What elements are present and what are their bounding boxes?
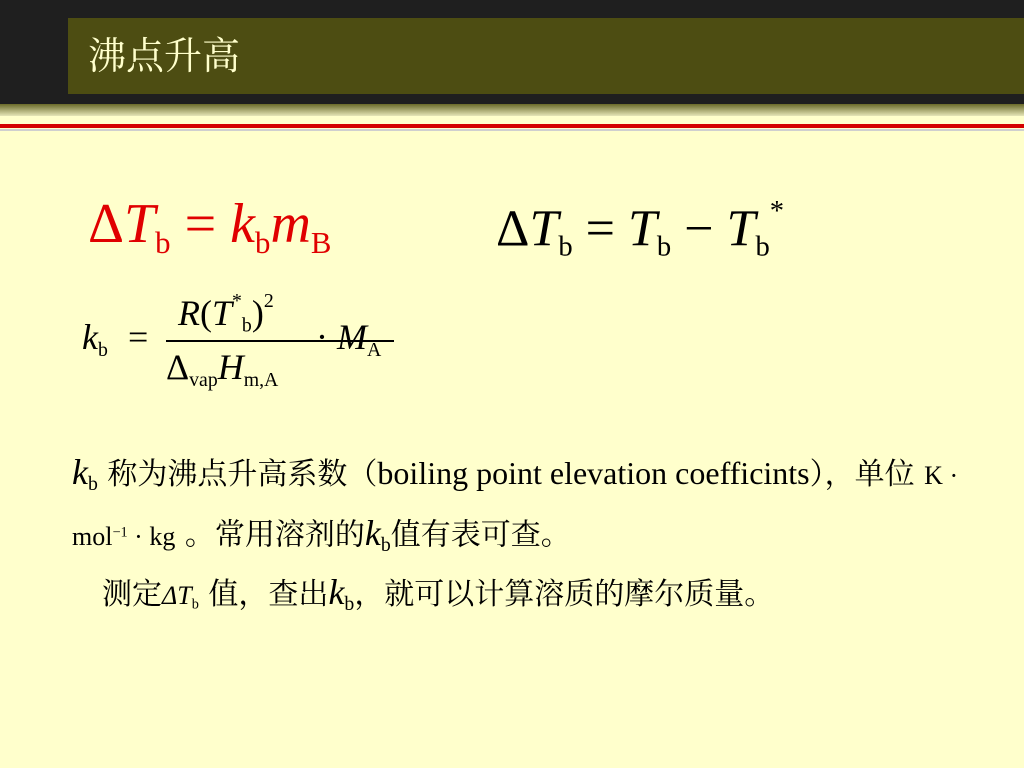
- formula-delta-tb-difference: [496, 196, 784, 264]
- f3-R: R: [178, 292, 200, 333]
- f3-eq: =: [128, 317, 149, 357]
- header-rule-red: [0, 124, 1024, 128]
- f1-m: m: [270, 193, 311, 255]
- f3-k: k: [82, 317, 98, 357]
- p2-dt-b: b: [191, 596, 199, 613]
- f3-close: ): [251, 292, 264, 333]
- f2-delta: Δ: [496, 200, 530, 258]
- f3-mA: m,A: [243, 368, 279, 391]
- f1-B: B: [310, 225, 332, 260]
- f2-eq: =: [585, 200, 615, 258]
- p1-kb-k: k: [72, 452, 88, 492]
- p2-text-c: ，就可以计算溶质的摩尔质量。: [354, 577, 775, 613]
- f1-b: b: [155, 225, 171, 260]
- header-rule-gray: [0, 129, 1024, 131]
- p1-text-a: 称为沸点升高系数（: [97, 457, 378, 492]
- f2-minus: −: [684, 200, 714, 258]
- f3-delta: Δ: [166, 347, 190, 387]
- f2-T3: T: [726, 200, 756, 258]
- f1-kb: b: [255, 225, 271, 260]
- f1-delta: Δ: [88, 193, 125, 255]
- f3-dot: ·: [316, 317, 328, 357]
- slide-title: 沸点升高: [88, 34, 241, 78]
- f1-k: k: [230, 193, 256, 255]
- p2-kb: [328, 572, 355, 616]
- p1-kb2-k: k: [364, 512, 381, 553]
- f3-lhs: [82, 316, 108, 362]
- p1-unit-a: K · mol: [72, 461, 959, 551]
- p1-text-c: 。常用溶剂的: [175, 517, 365, 553]
- f3-star: *: [232, 290, 242, 312]
- p1-unit-b: · kg: [127, 521, 176, 551]
- f1-eq: =: [184, 193, 217, 255]
- f2-b2: b: [656, 231, 672, 263]
- f3-T: T: [212, 292, 233, 333]
- f3-H: H: [217, 347, 244, 387]
- title-bar: [0, 0, 1024, 104]
- f3-denominator: [166, 346, 278, 392]
- f3-pow: 2: [263, 290, 274, 312]
- p1-english: boiling point elevation coefficints: [377, 455, 810, 491]
- p1-kb2-b: b: [380, 533, 391, 556]
- f3-M: M: [337, 317, 367, 357]
- f2-T: T: [529, 200, 559, 258]
- p2-delta-tb: [162, 581, 199, 613]
- f2-star: *: [769, 196, 785, 227]
- p2-text-a: 测定: [72, 577, 162, 613]
- p1-unit-exp: −1: [112, 523, 128, 540]
- p2-dt: ΔT: [162, 581, 192, 611]
- f3-open: (: [200, 292, 212, 333]
- f1-T: T: [124, 193, 156, 255]
- f3-vap: vap: [189, 368, 218, 391]
- f3-b: b: [97, 338, 108, 361]
- f3-A: A: [367, 338, 382, 361]
- header-rule-dark: [0, 104, 1024, 116]
- explanation-paragraph: [72, 448, 972, 629]
- p1-kb: [72, 452, 98, 495]
- f2-T2: T: [628, 200, 657, 258]
- p1-kb-b: b: [87, 472, 98, 495]
- f3-molar-mass: [316, 316, 381, 362]
- f3-numerator: [178, 290, 274, 338]
- formula-delta-tb-kb-mb: [88, 192, 331, 261]
- p1-kb2: [364, 512, 391, 556]
- f2-b: b: [558, 231, 573, 263]
- p2-kb-b: b: [344, 593, 355, 616]
- f3-nb: b: [241, 314, 252, 337]
- p1-text-d: 值有表可查。: [390, 517, 571, 553]
- p2-text-b: 值，查出: [198, 577, 329, 613]
- p2-kb-k: k: [328, 572, 345, 613]
- f2-b3: b: [755, 231, 770, 263]
- p1-text-b: ），单位: [809, 457, 915, 492]
